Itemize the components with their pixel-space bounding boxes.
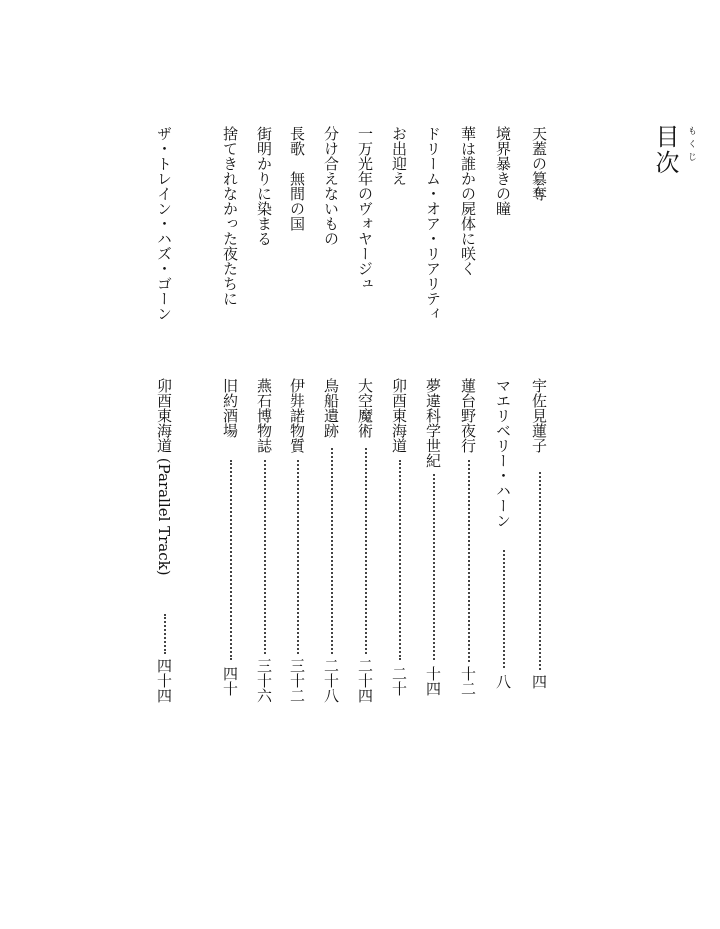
- entry-title: お出迎え: [390, 126, 408, 186]
- toc-entry: [388, 126, 410, 726]
- entry-title: 天蓋の簒奪: [530, 126, 548, 201]
- entry-title: 境界暴きの瞳: [494, 126, 512, 216]
- entry-title: 長歌 無間の国: [288, 126, 306, 231]
- entry-title: ドリーム・オア・リアリティ: [424, 126, 442, 321]
- toc-entry: [153, 126, 175, 726]
- entry-author: 燕石博物誌: [255, 378, 273, 453]
- toc-entry: [492, 126, 514, 726]
- entry-author: 蓮台野夜行: [459, 378, 477, 453]
- entry-title: 分け合えないもの: [322, 126, 340, 246]
- entry-title: 街明かりに染まる: [255, 126, 273, 246]
- entry-author: 夢違科学世紀: [424, 378, 442, 468]
- entry-page-number: 四十四: [155, 658, 173, 703]
- toc-entry: [528, 126, 550, 726]
- entry-title: ザ・トレイン・ハズ・ゴーン: [155, 126, 173, 321]
- entry-page-number: 三十二: [288, 658, 306, 703]
- entry-author: 宇佐見蓮子: [530, 378, 548, 453]
- entry-page-number: 二十八: [322, 658, 340, 703]
- leader-dots: [539, 472, 541, 670]
- toc-entry: [320, 126, 342, 726]
- entry-author: 鳥船遺跡: [322, 378, 340, 438]
- entry-author: マエリベリー・ハーン: [494, 378, 512, 528]
- entry-title: 華は誰かの屍体に咲く: [459, 126, 477, 276]
- leader-dots: [264, 460, 266, 654]
- entry-page-number: 四: [530, 674, 548, 689]
- entry-page-number: 四十: [221, 666, 239, 696]
- entry-page-number: 二十四: [356, 658, 374, 703]
- leader-dots: [365, 448, 367, 654]
- toc-entry: [457, 126, 479, 726]
- leader-dots: [399, 460, 401, 660]
- entry-author: 伊弉諾物質: [288, 378, 306, 453]
- toc-entry: [286, 126, 308, 726]
- entry-page-number: 十二: [459, 666, 477, 696]
- entry-page-number: 十四: [424, 666, 442, 696]
- entry-page-number: 八: [494, 674, 512, 689]
- toc-entry: [422, 126, 444, 726]
- entry-author: 卯酉東海道: [390, 378, 408, 453]
- entry-author: 大空魔術: [356, 378, 374, 438]
- leader-dots: [230, 460, 232, 660]
- toc-title-ruby: もくじ: [686, 126, 696, 165]
- leader-dots: [164, 614, 166, 654]
- toc-title: 目次: [651, 124, 679, 176]
- entry-title: 一万光年のヴォヤージュ: [356, 126, 374, 291]
- leader-dots: [331, 448, 333, 654]
- toc-entry: [253, 126, 275, 726]
- entry-page-number: 二十: [390, 666, 408, 696]
- entry-title: 捨てきれなかった夜たちに: [221, 126, 239, 306]
- entry-author: 卯酉東海道 (Parallel Track): [155, 378, 173, 576]
- entry-author: 旧約酒場: [221, 378, 239, 438]
- toc-header: [629, 124, 695, 184]
- leader-dots: [468, 460, 470, 662]
- leader-dots: [503, 550, 505, 668]
- toc-entry: [354, 126, 376, 726]
- leader-dots: [297, 460, 299, 654]
- entry-page-number: 三十六: [255, 658, 273, 703]
- toc-entry: [219, 126, 241, 726]
- leader-dots: [433, 474, 435, 660]
